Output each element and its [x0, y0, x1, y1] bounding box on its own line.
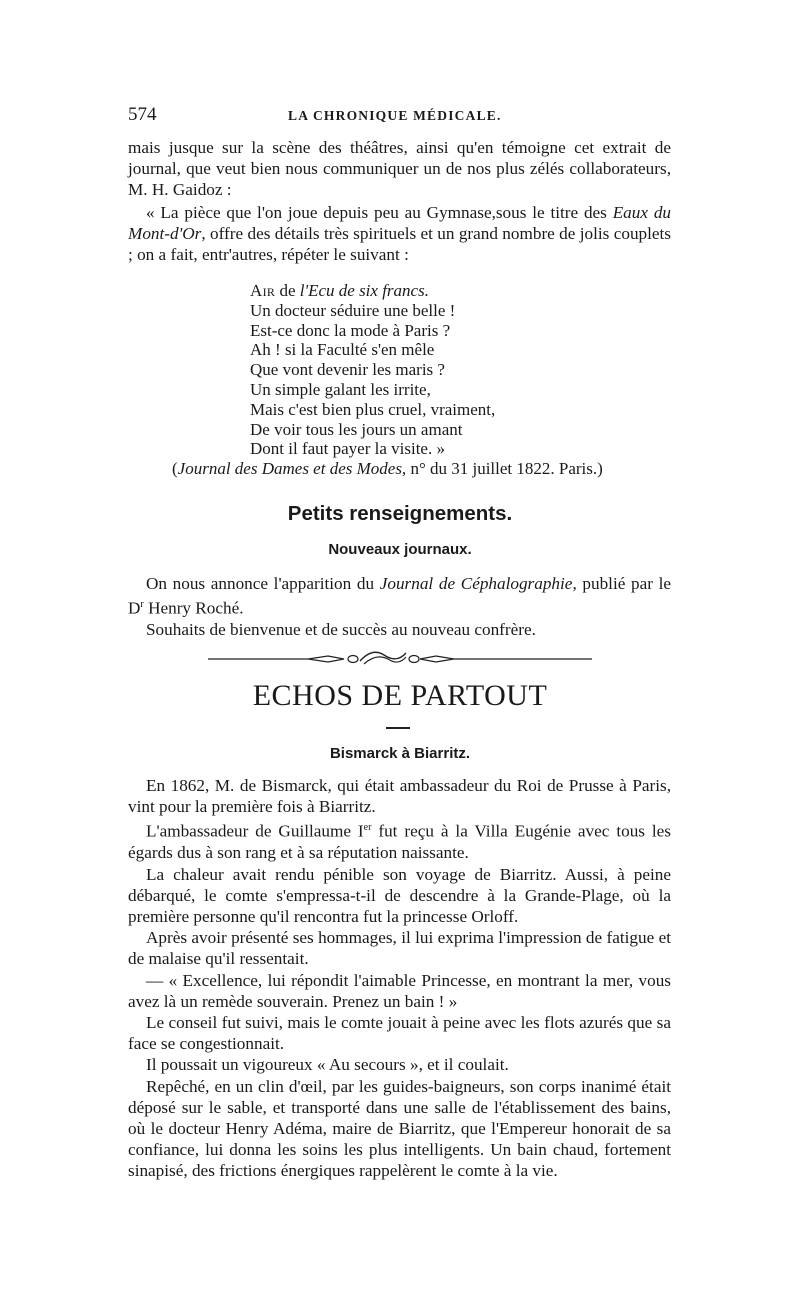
source-citation: (Journal des Dames et des Modes, n° du 31 juillet 1822. Paris.) [172, 459, 603, 478]
quote-open: « La pièce que l'on joue depuis peu au Gymnase,sous le titre des [146, 203, 607, 222]
verse-line: Un simple galant les irrite, [250, 379, 431, 399]
petits-block [128, 573, 671, 640]
page-header [128, 104, 671, 128]
subsection-title-nouveaux-journaux: Nouveaux journaux. [328, 541, 472, 558]
petits-paragraph-1: On nous annonce l'apparition du Journal de Céphalographie, publié par le $D^r$ Henry Roché. [128, 574, 671, 618]
running-head: LA CHRONIQUE MÉDICALE. [288, 108, 502, 123]
quote-rest: , offre des détails très spirituels et un grand nombre de jolis couplets ; on a fait, entr'autres, répéter le suivant : [128, 224, 671, 265]
echos-paragraph: — « Excellence, lui répondit l'aimable Princesse, en montrant la mer, vous avez là un remède souverain. Prenez un bain ! » [128, 970, 671, 1011]
verse-line: De voir tous les jours un amant [250, 419, 463, 439]
verse-air: Air de l'Ecu de six francs. [250, 281, 429, 300]
verse-line: Que vont devenir les maris ? [250, 360, 445, 380]
echos-paragraph: La chaleur avait rendu pénible son voyage de Biarritz. Aussi, à peine débarqué, le comte s'empressa-t-il de descendre à la Grande-Plage, où la première personne qu'il rencontra fut la princesse Orloff. [128, 864, 671, 926]
echos-paragraph: Après avoir présenté ses hommages, il lui exprima l'impression de fatigue et de malaise qu'il ressentait. [128, 928, 671, 969]
section-title-petits-renseignements: Petits renseignements. [287, 502, 513, 525]
intro-paragraph: mais jusque sur la scène des théâtres, ainsi qu'en témoigne cet extrait de journal, que veut bien nous communiquer un de nos plus zélés collaborateurs, M. H. Gaidoz : [128, 138, 671, 200]
section-title-echos-de-partout: ECHOS DE PARTOUT [252, 679, 548, 712]
verse-line: Dont il faut payer la visite. » [250, 439, 445, 459]
verse-line: Ah ! si la Faculté s'en mêle [250, 340, 435, 360]
echos-paragraph: En 1862, M. de Bismarck, qui était ambassadeur du Roi de Prusse à Paris, vint pour la première fois à Biarritz. [128, 776, 671, 817]
ornament-divider-icon [208, 649, 592, 669]
petits-paragraph-2: Souhaits de bienvenue et de succès au nouveau confrère. [146, 620, 536, 640]
intro-block [128, 137, 671, 201]
echos-paragraph: L'ambassadeur de Guillaume Ier fut reçu à la Villa Eugénie avec tous les égards dus à son rang et à sa réputation naissante. [128, 822, 672, 863]
quote-block [128, 202, 671, 266]
subsection-title-bismarck: Bismarck à Biarritz. [329, 745, 471, 762]
verse-lines [250, 301, 495, 459]
verse-block [250, 281, 495, 459]
echos-paragraph: Repêché, en un clin d'œil, par les guides-baigneurs, son corps inanimé était déposé sur le sable, et transporté dans une salle de l'établissement des bains, où le docteur Henry Adéma, maire de Biarritz, que l'Empereur honorait de sa confiance, lui donna les soins les plus intelligents. Un bain chaud, fortement sinapisé, des frictions énergiques rappelèrent le comte à la vie. [128, 1076, 671, 1181]
echos-paragraph: Le conseil fut suivi, mais le comte jouait à peine avec les flots azurés que sa face se congestionnait. [128, 1012, 671, 1054]
title-dash-divider [386, 727, 410, 729]
echos-paragraph: Il poussait un vigoureux « Au secours », et il coulait. [146, 1055, 509, 1075]
verse-line: Mais c'est bien plus cruel, vraiment, [250, 399, 496, 419]
page-number: 574 [128, 104, 157, 125]
echos-block [128, 775, 671, 1182]
verse-line: Est-ce donc la mode à Paris ? [250, 320, 451, 340]
verse-line: Un docteur séduire une belle ! [250, 300, 456, 320]
quote-title: Eaux du Mont-d'Or [128, 203, 672, 244]
quote-paragraph [128, 202, 671, 266]
